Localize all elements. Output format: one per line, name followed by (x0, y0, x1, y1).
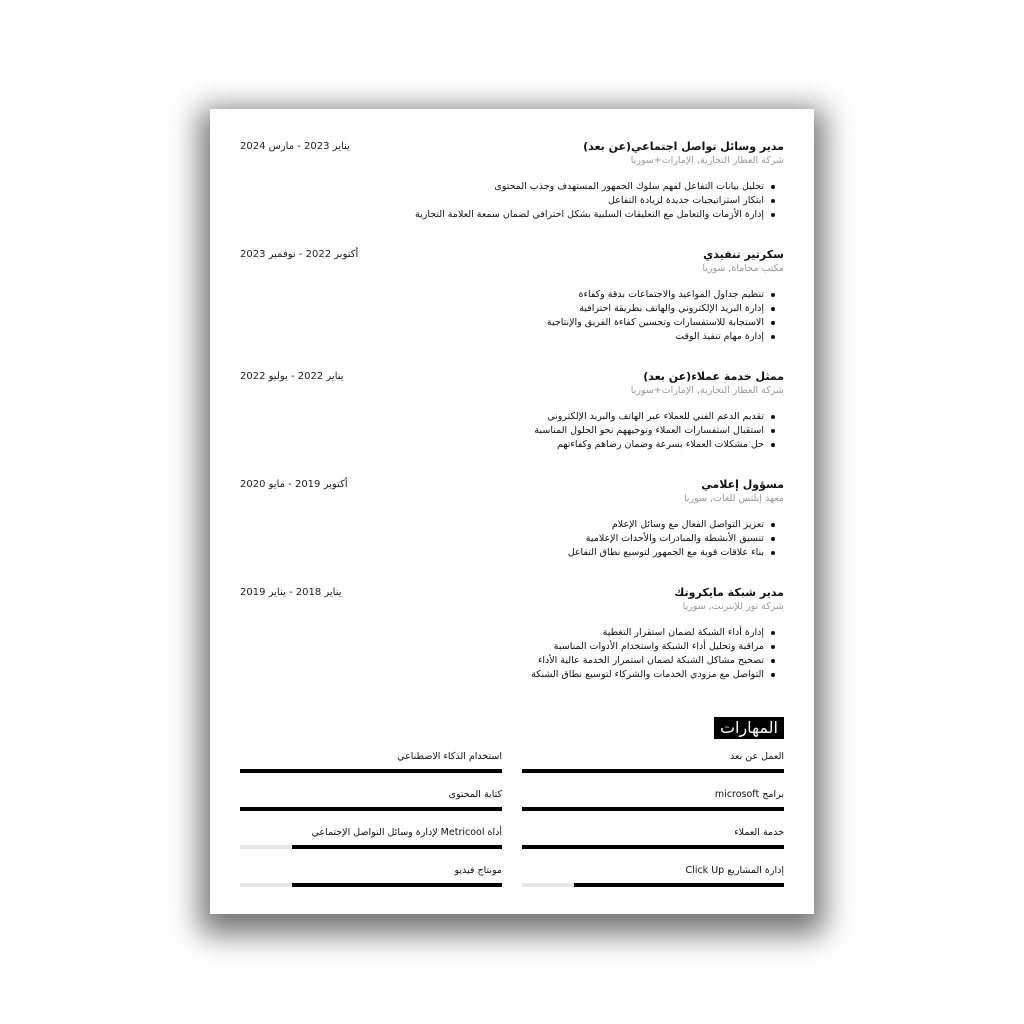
job-duty: بناء علاقات قوية مع الجمهور لتوسيع نطاق التفاعل (568, 546, 784, 560)
skill-bar-fill (240, 807, 502, 811)
skill-item (522, 827, 784, 851)
job-duty: مراقبة وتحليل أداء الشبكة واستخدام الأدوات المناسبة (531, 640, 784, 654)
skill-item (522, 865, 784, 889)
job-company: معهد إيلتس للغات, سوريا (684, 493, 784, 504)
job-duty: إدارة مهام تنفيذ الوقت (547, 330, 784, 344)
job-duty: إدارة الأزمات والتعامل مع التعليقات السلبية بشكل احترافي لضمان سمعة العلامة التجارية (415, 208, 784, 222)
experience-entry (240, 586, 784, 686)
job-company: شركة العطار التجارية, الإمارات+سوريا (630, 155, 784, 166)
skill-label: برامج microsoft (714, 789, 784, 800)
job-duty: الاستجابة للاستفسارات وتحسين كفاءة الفريق والإنتاجية (547, 316, 784, 330)
skill-bar (522, 807, 784, 811)
job-title: مدير شبكة مايكروتك (674, 586, 784, 599)
job-date: أكتوبر 2022 - نوفمبر 2023 (240, 249, 359, 260)
job-duty: تنسيق الأنشطة والمبادرات والأحداث الإعلامية (568, 532, 784, 546)
job-date: يناير 2023 - مارس 2024 (240, 141, 350, 152)
job-duties (415, 180, 784, 222)
skill-item (240, 865, 502, 889)
job-date: يناير 2022 - يوليو 2022 (240, 371, 344, 382)
skill-bar-fill (522, 769, 784, 773)
job-duty: ابتكار استراتيجيات جديدة لزيادة التفاعل (415, 194, 784, 208)
job-company: شركة نور للإنترنت, سوريا (682, 601, 784, 612)
skill-item (240, 751, 502, 775)
job-duties (531, 626, 784, 682)
skill-bar (522, 769, 784, 773)
job-duty: استقبال استفسارات العملاء وتوجيههم نحو الحلول المناسبة (534, 424, 784, 438)
job-title: سكرتير تنفيذي (703, 248, 784, 261)
skill-item (522, 789, 784, 813)
skill-item (240, 827, 502, 851)
skill-item (522, 751, 784, 775)
skill-label: العمل عن بعد (730, 751, 784, 762)
job-duty: تحليل بيانات التفاعل لفهم سلوك الجمهور المستهدف وجذب المحتوى (415, 180, 784, 194)
job-duties (547, 288, 784, 344)
skill-bar-fill (522, 845, 784, 849)
job-title: مسؤول إعلامي (701, 478, 784, 491)
skill-bar (522, 845, 784, 849)
job-company: شركة العطار التجارية, الإمارات+سوريا (630, 385, 784, 396)
job-duty: تنظيم جداول المواعيد والاجتماعات بدقة وكفاءة (547, 288, 784, 302)
experience-entry (240, 248, 784, 348)
skill-bar (240, 845, 502, 849)
job-date: يناير 2018 - يناير 2019 (240, 587, 342, 598)
job-duty: تعزيز التواصل الفعال مع وسائل الإعلام (568, 518, 784, 532)
job-duty: إدارة أداء الشبكة لضمان استقرار التغطية (531, 626, 784, 640)
skill-bar (240, 807, 502, 811)
job-duty: إدارة البريد الإلكتروني والهاتف بطريقة احترافية (547, 302, 784, 316)
experience-entry (240, 140, 784, 240)
skill-label: إدارة المشاريع Click Up (685, 865, 784, 876)
skill-bar (522, 883, 784, 887)
skill-bar-fill (292, 883, 502, 887)
skill-bar (240, 769, 502, 773)
job-duty: تصحيح مشاكل الشبكة لضمان استمرار الخدمة عالية الأداء (531, 654, 784, 668)
skill-bar-fill (522, 807, 784, 811)
skill-item (240, 789, 502, 813)
job-title: مدير وسائل تواصل اجتماعي(عن بعد) (583, 140, 784, 153)
skill-label: استخدام الذكاء الاصطناعي (397, 751, 502, 762)
skill-label: أداة Metricool لإدارة وسائل التواصل الإجتماعي (311, 827, 502, 838)
resume-page (210, 109, 814, 914)
skill-label: مونتاج فيديو (454, 865, 502, 876)
experience-entry (240, 478, 784, 578)
skill-bar-fill (240, 769, 502, 773)
job-duty: التواصل مع مزودي الخدمات والشركاء لتوسيع نطاق الشبكة (531, 668, 784, 682)
job-title: ممثل خدمة عملاء(عن بعد) (643, 370, 784, 383)
job-duty: حل مشكلات العملاء بسرعة وضمان رضاهم وكفاءتهم (534, 438, 784, 452)
job-duty: تقديم الدعم الفني للعملاء عبر الهاتف والبريد الإلكتروني (534, 410, 784, 424)
skill-bar-fill (292, 845, 502, 849)
job-duties (534, 410, 784, 452)
job-company: مكتب محاماة, سوريا (702, 263, 784, 274)
skill-bar (240, 883, 502, 887)
job-date: أكتوبر 2019 - مايو 2020 (240, 479, 348, 490)
skill-label: خدمة العملاء (734, 827, 784, 838)
skill-bar-fill (574, 883, 784, 887)
skills-heading: المهارات (714, 717, 784, 739)
job-duties (568, 518, 784, 560)
skill-label: كتابة المحتوى (448, 789, 502, 800)
experience-entry (240, 370, 784, 470)
